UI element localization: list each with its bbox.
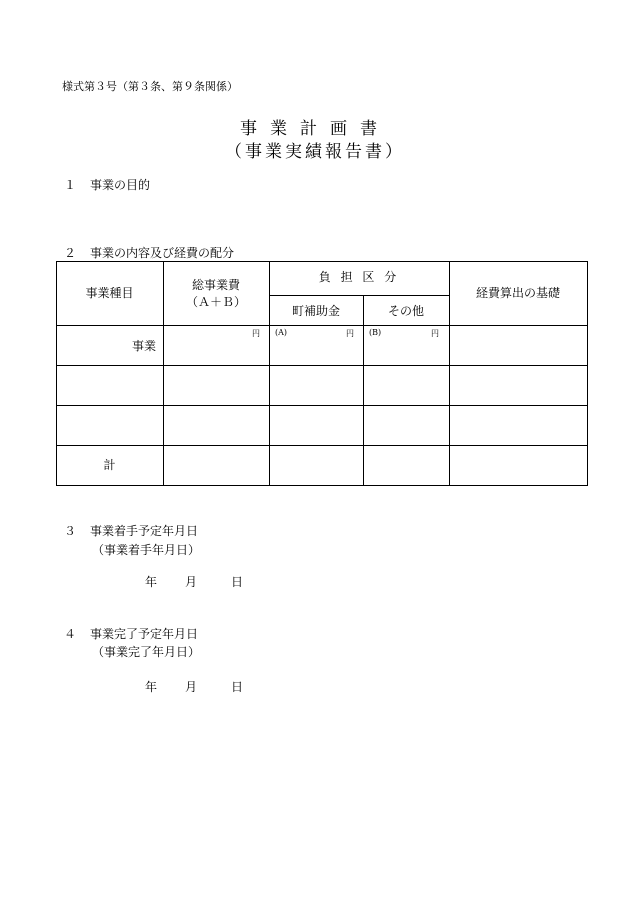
- total-row-label: 計: [103, 458, 116, 472]
- expense-table: [56, 261, 588, 486]
- header-cost-basis: 経費算出の基礎: [475, 286, 560, 300]
- section-label: 事業着手予定年月日: [90, 524, 199, 538]
- section-3-heading: [64, 522, 198, 539]
- day-label: 日: [231, 680, 244, 694]
- header-total-cost-sub: （Ａ＋Ｂ）: [185, 295, 246, 309]
- mark-a: (A): [275, 328, 288, 337]
- section-number: ３: [64, 524, 77, 538]
- unit-yen-total: 円: [252, 329, 260, 338]
- header-burden-category: 負 担 区 分: [318, 270, 400, 284]
- month-label: 月: [185, 680, 198, 694]
- row-project-label: 事業: [131, 339, 156, 353]
- section-number: ４: [64, 627, 77, 641]
- unit-yen-town: 円: [346, 329, 354, 338]
- header-town-subsidy: 町補助金: [291, 304, 340, 318]
- month-label: 月: [185, 575, 198, 589]
- header-other: その他: [387, 304, 424, 318]
- section-number: １: [64, 178, 77, 192]
- year-label: 年: [145, 575, 158, 589]
- year-label: 年: [145, 680, 158, 694]
- unit-yen-other: 円: [431, 329, 439, 338]
- section-number: ２: [64, 246, 77, 260]
- section-label: 事業の内容及び経費の配分: [90, 246, 235, 260]
- header-total-cost: 総事業費: [191, 278, 240, 292]
- start-date-line: [145, 573, 243, 590]
- section-1-heading: [64, 176, 150, 193]
- mark-b: (B): [369, 328, 382, 337]
- section-4-heading: [64, 625, 198, 642]
- header-project-type: 事業種目: [85, 286, 134, 300]
- document-subtitle: （事業実績報告書）: [225, 142, 405, 162]
- document-title: 事業計画書: [240, 119, 390, 139]
- section-2-heading: [64, 244, 234, 261]
- section-label: 事業の目的: [90, 178, 151, 192]
- section-label: 事業完了予定年月日: [90, 627, 199, 641]
- completion-date-line: [145, 678, 243, 695]
- form-number: 様式第３号（第３条、第９条関係）: [62, 80, 238, 93]
- section-4-subheading: （事業完了年月日）: [92, 645, 201, 659]
- day-label: 日: [231, 575, 244, 589]
- section-3-subheading: （事業着手年月日）: [92, 543, 201, 557]
